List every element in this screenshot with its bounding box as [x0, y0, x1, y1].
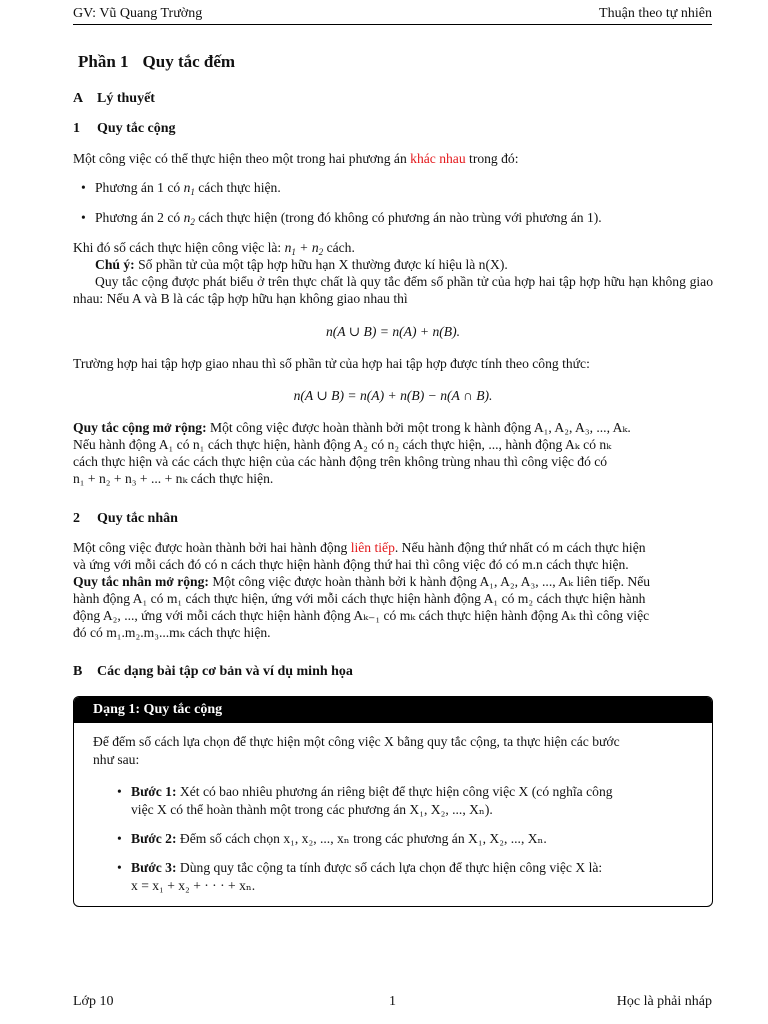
method-step-1: • Bước 1: Xét có bao nhiêu phương án riêng biệt để thực hiện công việc X (có nghĩa công việc X có thể hoàn thành một trong các phương án X₁, X₂, ..., Xₙ). — [131, 783, 693, 819]
footer-grade: Lớp 10 — [73, 994, 114, 1009]
section-a-heading: A Lý thuyết — [73, 91, 155, 106]
header-motto: Thuận theo tự nhiên — [599, 6, 712, 21]
page-footer — [73, 994, 712, 1012]
highlight-text: khác nhau — [410, 151, 466, 166]
paragraph-multiply: Một công việc được hoàn thành bởi hai hành động liên tiếp. Nếu hành động thứ nhất có m cách thực hiện và ứng với mỗi cách đó có n cách thực hiện hành động thứ hai thì công việc đó có m.n cách thực hiện. — [73, 540, 646, 572]
formula-disjoint: n(A ∪ B) = n(A) + n(B). — [325, 324, 461, 339]
method-box-title: Dạng 1: Quy tắc cộng — [74, 697, 712, 723]
section-2-heading: 2 Quy tắc nhân — [73, 511, 178, 526]
method-box — [73, 696, 713, 907]
highlight-text: liên tiếp — [350, 540, 395, 555]
section-b-heading: B Các dạng bài tập cơ bản và ví dụ minh họa — [73, 664, 353, 679]
paragraph-note: Chú ý: Số phần tử của một tập hợp hữu hạn X thường được kí hiệu là n(X). — [95, 257, 508, 272]
bullet-option-2: • Phương án 2 có $n_2$ cách thực hiện (trong đó không có phương án nào trùng với phương án 1). — [95, 209, 695, 226]
section-1-heading: 1 Quy tắc cộng — [73, 121, 176, 136]
footer-motto: Học là phải nháp — [616, 994, 712, 1009]
method-step-3: • Bước 3: Dùng quy tắc cộng ta tính được số cách lựa chọn để thực hiện công việc X là: x = x₁ + x₂ + · · · + xₙ. — [131, 859, 693, 895]
paragraph-result: Khi đó số cách thực hiện công việc là: $n_1 + n_2$ cách. — [73, 240, 355, 257]
bullet-option-1: • Phương án 1 có $n_1$ cách thực hiện. — [95, 179, 695, 196]
paragraph-intersect: Trường hợp hai tập hợp giao nhau thì số phần tử của hợp hai tập hợp được tính theo công thức: — [73, 356, 590, 371]
page-number: 1 — [389, 994, 396, 1009]
paragraph-explanation: Quy tắc cộng được phát biểu ở trên thực chất là quy tắc đếm số phần tử của hợp hai tập hợp hữu hạn không giao nhau: Nếu A và B là các tập hợp hữu hạn không giao nhau thì — [73, 274, 713, 306]
paragraph-extended-add: Quy tắc cộng mở rộng: Một công việc được hoàn thành bởi một trong k hành động A₁, A₂, A₃, ..., Aₖ. Nếu hành động A₁ có n₁ cách thực hiện, hành động A₂ có n₂ cách thực hiện, ..., hành động Aₖ có nₖ cách thực hiện và các cách thực hiện của các hành động trên không trùng nhau thì công việc đó có n₁ + n₂ + n₃ + ... + nₖ cách thực hiện. — [73, 420, 631, 486]
method-box-intro: Để đếm số cách lựa chọn để thực hiện một công việc X bằng quy tắc cộng, ta thực hiện các bước như sau: — [93, 734, 620, 767]
page-header — [73, 6, 712, 25]
header-author: GV: Vũ Quang Trường — [73, 6, 203, 21]
paragraph-extended-multiply: Quy tắc nhân mở rộng: Một công việc được hoàn thành bởi k hành động A₁, A₂, A₃, ..., Aₖ liên tiếp. Nếu hành động A₁ có m₁ cách thực hiện, ứng với mỗi cách thực hiện hành động A₁ có m₂ cách thực hiện hành động A₂, ..., ứng với mỗi cách thực hiện hành động Aₖ₋₁ có mₖ cách thực hiện hành động Aₖ thì công việc đó có m₁.m₂.m₃...mₖ cách thực hiện. — [73, 574, 651, 640]
part-title: Phần 1 Quy tắc đếm — [78, 52, 236, 71]
paragraph-intro: Một công việc có thể thực hiện theo một trong hai phương án khác nhau trong đó: — [73, 151, 519, 166]
formula-intersect: n(A ∪ B) = n(A) + n(B) − n(A ∩ B). — [293, 388, 493, 403]
method-step-2: • Bước 2: Đếm số cách chọn x₁, x₂, ..., xₙ trong các phương án X₁, X₂, ..., Xₙ. — [131, 830, 693, 848]
